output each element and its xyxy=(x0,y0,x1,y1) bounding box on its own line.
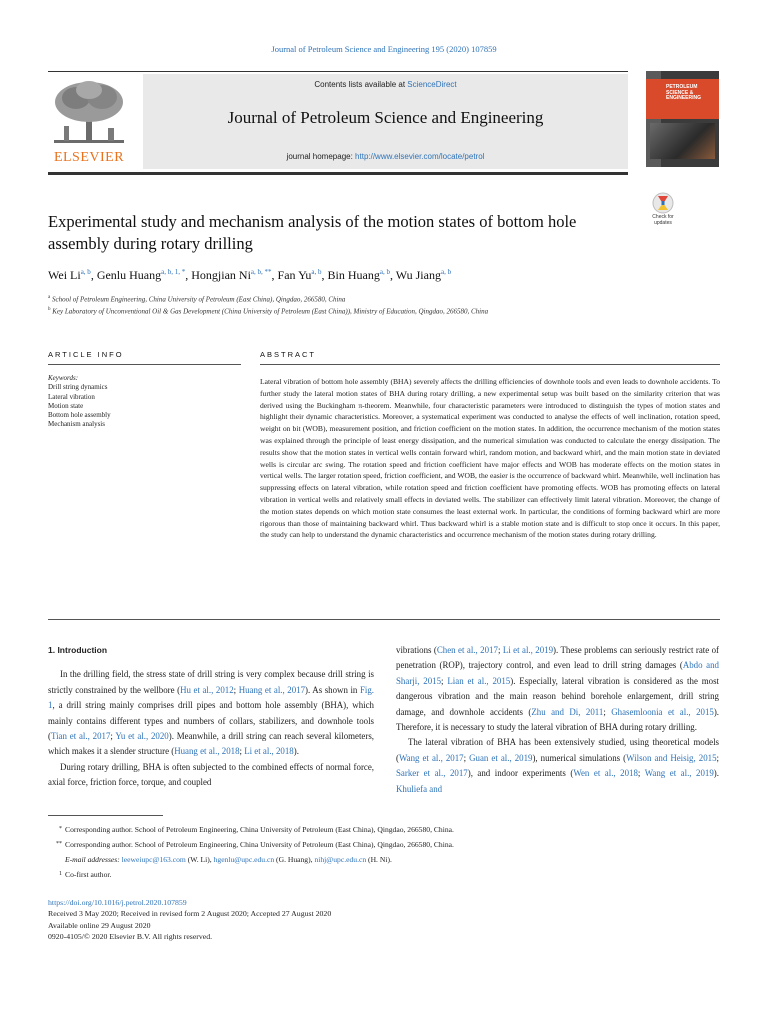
journal-reference[interactable]: Journal of Petroleum Science and Engineering 195 (2020) 107859 xyxy=(271,44,497,54)
citation-link[interactable]: Wang et al., 2019 xyxy=(644,768,714,779)
keyword[interactable]: Drill string dynamics xyxy=(48,383,108,392)
received-dates: Received 3 May 2020; Received in revised form 2 August 2020; Accepted 27 August 2020 xyxy=(48,909,332,919)
crossmark-icon xyxy=(648,192,678,214)
citation-link[interactable]: Tian et al., 2017 xyxy=(50,731,111,742)
citation-link[interactable]: Wen et al., 2018 xyxy=(573,768,638,779)
body-right-column xyxy=(396,643,719,797)
journal-title: Journal of Petroleum Science and Engineering xyxy=(227,108,544,127)
citation-link[interactable]: Ghasemloonia et al., 2015 xyxy=(611,706,714,717)
keyword[interactable]: Lateral vibration xyxy=(48,392,95,401)
publication-meta xyxy=(48,897,728,942)
citation-link[interactable]: Khuliefa and xyxy=(396,783,443,794)
author-affiliation-mark[interactable]: a, b xyxy=(440,268,452,276)
email-link[interactable]: nihj@upc.edu.cn xyxy=(314,855,367,864)
author-affiliation-mark[interactable]: a, b xyxy=(311,268,322,276)
article-info-rule xyxy=(48,364,241,365)
copyright: 0920-4105/© 2020 Elsevier B.V. All rights reserved. xyxy=(48,931,213,941)
affiliation xyxy=(48,295,345,303)
section-heading-introduction: 1. Introduction xyxy=(48,645,108,655)
citation-link[interactable]: Hu et al., 2012 xyxy=(180,684,234,695)
email-link[interactable]: hgenlu@upc.edu.cn xyxy=(213,855,275,864)
citation-link[interactable]: Li et al., 2018 xyxy=(244,746,294,757)
keywords-block xyxy=(48,374,238,430)
citation-link[interactable]: Sarker et al., 2017 xyxy=(396,768,468,779)
author-list: Wei Li$^{a, b}$, Genlu Huang$^{a, b, 1, *}$, Hongjian $Ni^{a, b, **}$, Fan Yu$^{a, b}$, Bin Huang$^{a, b}$, Wu Jiang$^{a, b}$ xyxy=(48,268,452,282)
author-affiliation-mark[interactable]: a, b, ** xyxy=(250,268,272,276)
crossmark-label: Check for updates xyxy=(652,214,674,226)
footnote-text: Corresponding author. School of Petroleum Engineering, China University of Petroleum (East China), Qingdao, 266580, China. xyxy=(65,825,454,834)
footnote xyxy=(48,822,728,837)
footnote-mark: ** xyxy=(56,841,62,847)
publisher-logo[interactable] xyxy=(48,78,130,168)
doi-link[interactable]: https://doi.org/10.1016/j.petrol.2020.107859 xyxy=(48,898,187,907)
keyword[interactable]: Bottom hole assembly xyxy=(48,411,111,420)
author-name[interactable]: Fan Yu xyxy=(277,268,312,282)
contents-prefix: Contents lists available at xyxy=(314,80,408,89)
journal-masthead xyxy=(143,74,628,169)
header-bottom-rule xyxy=(48,172,628,175)
affiliation-mark: b xyxy=(48,307,51,312)
author-affiliation-mark[interactable]: a, b xyxy=(80,268,91,276)
footnote-rule xyxy=(48,815,163,816)
affiliation xyxy=(48,307,488,315)
citation-link[interactable]: Guan et al., 2019 xyxy=(469,752,533,763)
author-name[interactable]: Wei Li xyxy=(48,268,81,282)
homepage-prefix: journal homepage: xyxy=(286,152,356,161)
abstract-text: Lateral vibration of bottom hole assembly (BHA) severely affects the drilling efficiencies of downhole tools and even leads to downhole accidents. To further study the lateral motion states of BHA during rotary drilling, a new experimental setup was built based on the similarity criterion that was derived using the Buckingham π-theorem. Meanwhile, four characteristic parameters were introduced to distinguish the types of motion states and highlight their dynamic characteristics. Moreover, a systematical experiment was conducted to analyse the effects of well inclination, rotation speed, weight on bit (WOB), measurement position, and friction coefficient on the motion states. In addition, the occurrence mechanism of the motion states was explained through the principle of least energy dissipation, and the numerical simulation was conducted to calculate the energy dissipation. The results show that the motion states in vertical wells contain forward whirl, random motion, and backward whirl, and the main motion state in deviated wells is circular arc swing. The rotation speed and friction coefficient have major effects and WOB has moderate effects on the motion states in vertical wells. The larger rotation speed, friction coefficient, and WOB, the easier is the occurrence of backward whirl. Meanwhile, well inclination has suppressing effects on lateral vibration, while rotation speed and friction coefficient have promoting effects. WOB has promoting effects on lateral vibration in vertical wells and relatively small effects in deviated wells. The stabilizer can effectively limit lateral vibration. Moreover, the change of the motion states depends on which motion state consumes the least external work. In particular, the conditions of forming backward whirl are more rigorous than those of maintaining backward whirl. Thus backward whirl is a stable motion state and is difficult to stop once it occurs. In this paper, the study can help to understand the dynamic characteristics and occurrence mechanism of the motion states during rotary drilling. xyxy=(260,377,720,540)
citation-link[interactable]: Wang et al., 2017 xyxy=(398,752,464,763)
figure-link[interactable]: Fig. 1 xyxy=(48,684,374,711)
email-label: E-mail addresses: xyxy=(65,855,120,864)
citation-link[interactable]: Lian et al., 2015 xyxy=(447,675,511,686)
footnotes xyxy=(48,822,728,882)
body-paragraph: The lateral vibration of BHA has been extensively studied, using theoretical models (Wang et al., 2017; Guan et al., 2019), numerical simulations (Wilson and Heisig, 2015; Sarker et al., 2017), and indoor experiments (Wen et al., 2018; Wang et al., 2019). Khuliefa and xyxy=(396,737,719,794)
journal-cover-thumbnail[interactable] xyxy=(646,71,719,167)
abstract-rule-top xyxy=(260,364,720,365)
contents-line xyxy=(143,80,628,89)
abstract-rule-bottom xyxy=(48,619,720,620)
sciencedirect-link[interactable]: ScienceDirect xyxy=(407,80,457,89)
cover-title: PETROLEUM SCIENCE & ENGINEERING xyxy=(666,84,702,101)
footnote xyxy=(48,837,728,852)
keywords-label: Keywords: xyxy=(48,374,79,382)
email-link[interactable]: leeweiupc@163.com xyxy=(121,855,186,864)
citation-link[interactable]: Huang et al., 2017 xyxy=(238,684,306,695)
footnote-text: Co-first author. xyxy=(65,870,112,879)
author-name[interactable]: Wu Jiang xyxy=(395,268,441,282)
body-paragraph: During rotary drilling, BHA is often subjected to the combined effects of normal force, axial force, friction force, torque, and coupled xyxy=(48,761,374,788)
author-name[interactable]: Hongjian Ni xyxy=(191,268,251,282)
citation-link[interactable]: Li et al., 2019 xyxy=(502,645,554,655)
header-top-rule xyxy=(48,71,628,72)
author-affiliation-mark[interactable]: a, b xyxy=(379,268,390,276)
homepage-line xyxy=(143,152,628,161)
footnote-text: Corresponding author. School of Petroleum Engineering, China University of Petroleum (East China), Qingdao, 266580, China. xyxy=(65,840,454,849)
article-title: Experimental study and mechanism analysis of the motion states of bottom hole assembly during rotary drilling xyxy=(48,212,577,253)
abstract-heading: ABSTRACT xyxy=(260,350,317,359)
homepage-link[interactable]: http://www.elsevier.com/locate/petrol xyxy=(355,152,485,161)
author-name[interactable]: Genlu Huang xyxy=(96,268,162,282)
affiliation-mark: a xyxy=(48,295,51,300)
footnote-mark: * xyxy=(59,826,62,832)
citation-link[interactable]: Yu et al., 2020 xyxy=(115,731,169,742)
article-info-heading: ARTICLE INFO xyxy=(48,350,124,359)
body-left-column xyxy=(48,643,374,791)
citation-link[interactable]: Huang et al., 2018 xyxy=(174,746,240,757)
cover-photo xyxy=(650,123,715,159)
available-online: Available online 29 August 2020 xyxy=(48,920,151,930)
email-addresses: E-mail addresses: leeweiupc@163.com (W. Li), hgenlu@upc.edu.cn (G. Huang), nihj@upc.edu.cn (H. Ni). xyxy=(65,855,392,864)
citation-link[interactable]: Zhu and Di, 2011 xyxy=(531,706,604,717)
body-paragraph: In the drilling field, the stress state of drill string is very complex because drill string is strictly constrained by the wellbore (Hu et al., 2012; Huang et al., 2017). As shown in Fig. 1, a drill string mainly comprises drill pipes and bottom hole assembly (BHA), which mainly contains different types and numbers of collars, stabilizers, and downhole tools (Tian et al., 2017; Yu et al., 2020). Meanwhile, a drill string can reach several kilometers, which makes it a slender structure (Huang et al., 2018; Li et al., 2018). xyxy=(48,669,375,757)
elsevier-tree-icon xyxy=(48,78,130,148)
footnote-mark: 1 xyxy=(59,871,62,877)
affiliation-text: Key Laboratory of Unconventional Oil & Gas Development (China University of Petroleum (East China)), Ministry of Education, Qingdao, 266580, China xyxy=(52,307,489,316)
body-paragraph: vibrations (Chen et al., 2017; Li et al., 2019). These problems can seriously restrict rate of penetration (ROP), trajectory control, and even lead to drill string damages (Abdo and Sharji, 2015; Lian et al., 2015). Especially, lateral vibration is considered as the most dangerous vibration and the main reason behind borehole enlargement, drill string damage, and downhole accidents (Zhu and Di, 2011; Ghasemloonia et al., 2015). Therefore, it is necessary to study the lateral vibration of BHA during rotary drilling. xyxy=(396,645,720,733)
affiliation-text: School of Petroleum Engineering, China University of Petroleum (East China), Qingdao, 266580, China xyxy=(51,295,346,304)
keyword[interactable]: Motion state xyxy=(48,401,84,410)
footnote xyxy=(48,867,728,882)
citation-link[interactable]: Abdo and Sharji, 2015 xyxy=(396,660,719,686)
publisher-name: ELSEVIER xyxy=(53,150,125,165)
author-name[interactable]: Bin Huang xyxy=(327,268,380,282)
citation-link[interactable]: Wilson and Heisig, 2015 xyxy=(626,752,717,763)
author-affiliation-mark[interactable]: a, b, 1, * xyxy=(161,268,186,276)
citation-link[interactable]: Chen et al., 2017 xyxy=(436,645,498,655)
check-for-updates-badge[interactable] xyxy=(648,192,678,230)
keyword[interactable]: Mechanism analysis xyxy=(48,420,105,429)
